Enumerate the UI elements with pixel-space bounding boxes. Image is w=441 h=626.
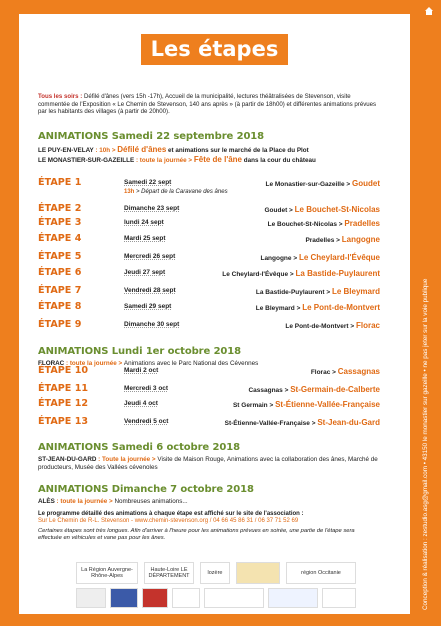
stage-row — [38, 365, 380, 379]
animation-line: ALÈS : toute la journée > Nombreuses animations... — [38, 498, 188, 505]
stage-row — [38, 233, 380, 247]
program-info: Le programme détaillé des animations à chaque étape est affiché sur le site de l'association : Sur Le Chemin de R-L. Stevenson - www.chemin-stevenson.org / 04 66 45 86 31 / 06 37 71 52 69 — [38, 511, 304, 525]
stage-date: Mardi 2 oct — [124, 367, 159, 374]
intro-body: Défilé d'ânes (vers 15h -17h), Accueil de la municipalité, lectures théâtralisées de Stevenson, visite commentée de l'Exposition « Le Chemin de Stevenson, 140 ans après » (à partir de 18h00) et différentes animations prévues par les habitants des villages (à partir de 20h00). — [38, 93, 377, 115]
stage-row — [38, 285, 380, 299]
stage-date: Jeudi 27 sept — [124, 269, 166, 276]
stage-route: Cassagnas > St-Germain-de-Calberte — [248, 385, 380, 394]
tourism-logo — [236, 562, 280, 584]
region-logo: La Région Auvergne-Rhône-Alpes — [76, 562, 138, 584]
stage-number: ÉTAPE 3 — [38, 217, 82, 228]
section-title: ANIMATIONS Samedi 22 septembre 2018 — [38, 131, 265, 142]
page-title: Les étapes — [141, 34, 289, 65]
stage-row — [38, 301, 380, 315]
stage-number: ÉTAPE 11 — [38, 383, 89, 394]
stage-number: ÉTAPE 8 — [38, 301, 82, 312]
note-text: Certaines étapes sont très longues. Afin d'arriver à l'heure pour les animations prévues en soirée, une partie de l'étape sera effectuée en véhicules et vane pas pour les ânes. — [38, 528, 355, 541]
partner-logo — [204, 588, 264, 608]
stage-number: ÉTAPE 10 — [38, 365, 89, 376]
partner-logos — [76, 562, 376, 612]
stage-row — [38, 177, 380, 195]
animation-line: LE MONASTIER-SUR-GAZEILLE : toute la journée > Fête de l'âne dans la cour du château — [38, 155, 316, 164]
partner-logo — [142, 588, 168, 608]
stage-number: ÉTAPE 13 — [38, 416, 89, 427]
stage-number: ÉTAPE 9 — [38, 319, 82, 330]
stage-date: Samedi 22 sept — [124, 179, 172, 186]
stage-date: Vendredi 5 oct — [124, 418, 169, 425]
stage-route: Le Monastier-sur-Gazeille > Goudet — [265, 179, 380, 188]
animation-line: ST-JEAN-DU-GARD : Toute la journée > Visite de Maison Rouge, Animations avec la collaboration des ânes, Marché de producteurs, Musée des Vallées cévenoles — [38, 456, 378, 471]
stage-date: Mardi 25 sept — [124, 235, 166, 242]
stage-row — [38, 251, 380, 265]
stage-note: 13h > Départ de la Caravane des ânes — [124, 189, 228, 195]
stage-route: Florac > Cassagnas — [310, 367, 380, 376]
stage-route: Goudet > Le Bouchet-St-Nicolas — [264, 205, 380, 214]
stage-route: Pradelles > Langogne — [305, 235, 380, 244]
department-logo: Haute-Loire LE DÉPARTEMENT — [144, 562, 194, 584]
stage-route: Le Bleymard > Le Pont-de-Montvert — [255, 303, 380, 312]
stage-date: lundi 24 sept — [124, 219, 164, 226]
animation-line: FLORAC : toute la journée > Animations avec le Parc National des Cévennes — [38, 360, 259, 367]
stage-date: Jeudi 4 oct — [124, 400, 158, 407]
stage-row — [38, 383, 380, 397]
stage-number: ÉTAPE 1 — [38, 177, 82, 188]
stage-route: St-Étienne-Vallée-Française > St-Jean-du-Gard — [224, 418, 380, 427]
stage-number: ÉTAPE 4 — [38, 233, 82, 244]
stage-number: ÉTAPE 5 — [38, 251, 82, 262]
section-title: ANIMATIONS Dimanche 7 octobre 2018 — [38, 484, 254, 495]
stage-row — [38, 217, 380, 231]
partner-logo — [268, 588, 318, 608]
stage-route: St Germain > St-Étienne-Vallée-Française — [232, 400, 380, 409]
stage-date: Vendredi 28 sept — [124, 287, 176, 294]
stage-date: Mercredi 3 oct — [124, 385, 169, 392]
stage-route: Langogne > Le Cheylard-l'Évêque — [260, 253, 380, 262]
occitanie-logo: région Occitanie — [286, 562, 356, 584]
stage-number: ÉTAPE 2 — [38, 203, 82, 214]
stage-number: ÉTAPE 7 — [38, 285, 82, 296]
partner-logo — [322, 588, 356, 608]
stage-number: ÉTAPE 6 — [38, 267, 82, 278]
section-title: ANIMATIONS Lundi 1er octobre 2018 — [38, 346, 242, 357]
stage-date: Dimanche 30 sept — [124, 321, 180, 328]
stage-number: ÉTAPE 12 — [38, 398, 89, 409]
section-title: ANIMATIONS Samedi 6 octobre 2018 — [38, 442, 240, 453]
stage-date: Mercredi 26 sept — [124, 253, 176, 260]
stage-date: Samedi 29 sept — [124, 303, 172, 310]
stage-row — [38, 319, 380, 333]
intro-text — [38, 93, 380, 116]
animation-line: LE PUY-EN-VELAY : 10h > Défilé d'ânes et animations sur le marché de la Place du Plot — [38, 145, 309, 154]
stage-row — [38, 203, 380, 217]
stage-date: Dimanche 23 sept — [124, 205, 180, 212]
stage-row — [38, 267, 380, 281]
partner-logo — [76, 588, 106, 608]
sidebar-credits: Conception & réalisation : zestudio.asg@gmail.com • 43150 le monastier sur gazeille • ne pas jeter sur la voie publique — [422, 278, 429, 610]
stage-row — [38, 398, 380, 412]
partner-logo — [172, 588, 200, 608]
lozere-logo: lozère — [200, 562, 230, 584]
stage-row — [38, 416, 380, 430]
stage-route: La Bastide-Puylaurent > Le Bleymard — [255, 287, 380, 296]
stage-route: Le Pont-de-Montvert > Florac — [285, 321, 380, 330]
home-icon — [424, 6, 434, 16]
stage-route: Le Bouchet-St-Nicolas > Pradelles — [267, 219, 380, 228]
eu-logo — [110, 588, 138, 608]
stage-route: Le Cheylard-l'Évêque > La Bastide-Puylaurent — [222, 269, 380, 278]
intro-lead: Tous les soirs : — [38, 93, 83, 100]
